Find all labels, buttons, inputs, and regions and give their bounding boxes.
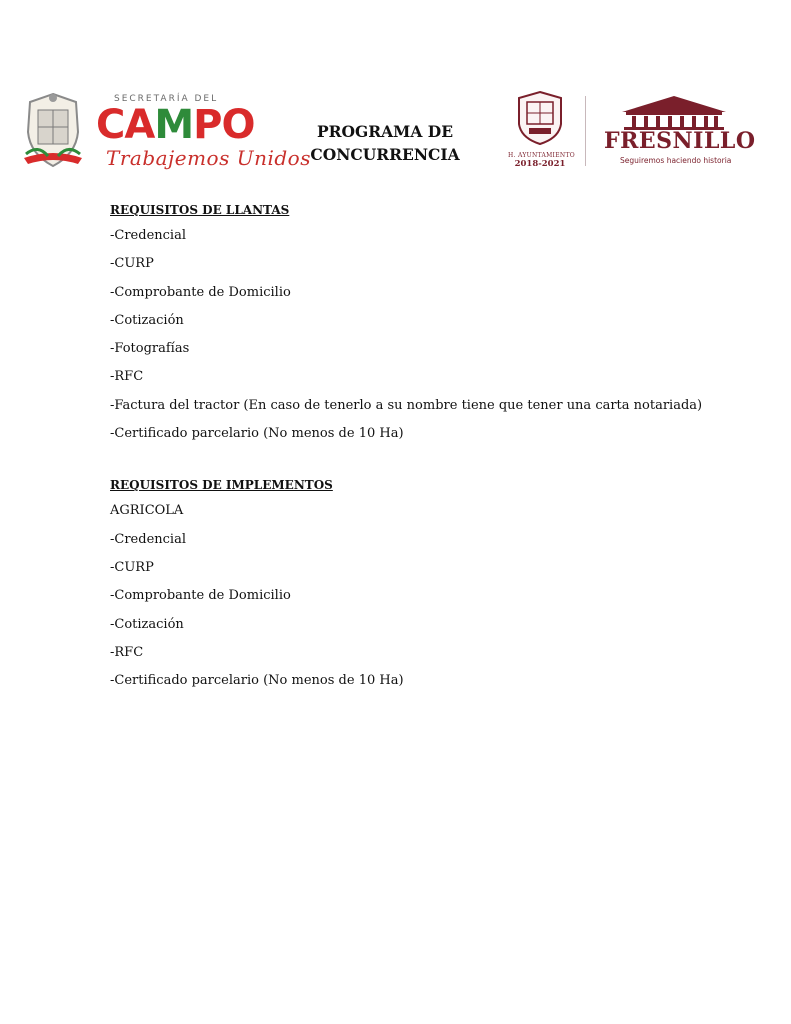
- secretaria-campo-logo: [96, 94, 311, 170]
- building-icon: [618, 92, 730, 130]
- logo-campo-slogan: Trabajemos Unidos: [106, 146, 311, 170]
- list-item: -CURP: [110, 256, 154, 272]
- list-item: -Comprobante de Domicilio: [110, 588, 291, 604]
- document-header: [0, 86, 791, 176]
- list-item: -Certificado parcelario (No menos de 10 Ha): [110, 426, 404, 442]
- section-llantas: [110, 202, 710, 442]
- list-item: -Cotización: [110, 312, 184, 328]
- section-heading: REQUISITOS DE LLANTAS: [110, 203, 290, 217]
- ayuntamiento-years: 2018-2021: [514, 159, 566, 169]
- list-item: -Certificado parcelario (No menos de 10 Ha): [110, 673, 404, 689]
- ayuntamiento-logo: [508, 90, 575, 174]
- fresnillo-tagline: Seguiremos haciendo historia: [620, 156, 732, 165]
- list-item: -Cotización: [110, 616, 184, 632]
- fresnillo-wordmark: FRESNILLO: [604, 128, 756, 154]
- ayuntamiento-label: H. AYUNTAMIENTO: [508, 152, 575, 159]
- logo-secretaria-label: SECRETARÍA DEL: [114, 94, 219, 104]
- list-item: -CURP: [110, 559, 154, 575]
- coat-of-arms-icon: [18, 92, 88, 170]
- list-item: -Factura del tractor (En caso de tenerlo a su nombre tiene que tener una carta notariada): [110, 397, 703, 413]
- section-implementos: [110, 477, 710, 689]
- ayuntamiento-seal-icon: [515, 90, 565, 146]
- document-body: [110, 202, 710, 700]
- list-item: -Credencial: [110, 531, 186, 547]
- logo-campo-wordmark: CAMPO: [96, 102, 255, 148]
- logo-divider: [585, 96, 586, 166]
- list-item: -Credencial: [110, 228, 186, 243]
- list-item: -Comprobante de Domicilio: [110, 284, 291, 300]
- list-item: -RFC: [110, 644, 144, 660]
- list-item: -RFC: [110, 369, 144, 385]
- section-heading: REQUISITOS DE IMPLEMENTOS: [110, 478, 333, 493]
- page-title: PROGRAMA DE CONCURRENCIA: [310, 122, 460, 164]
- list-item: -Fotografías: [110, 341, 190, 357]
- fresnillo-logo: [600, 92, 756, 172]
- section-subheading: AGRICOLA: [110, 503, 184, 519]
